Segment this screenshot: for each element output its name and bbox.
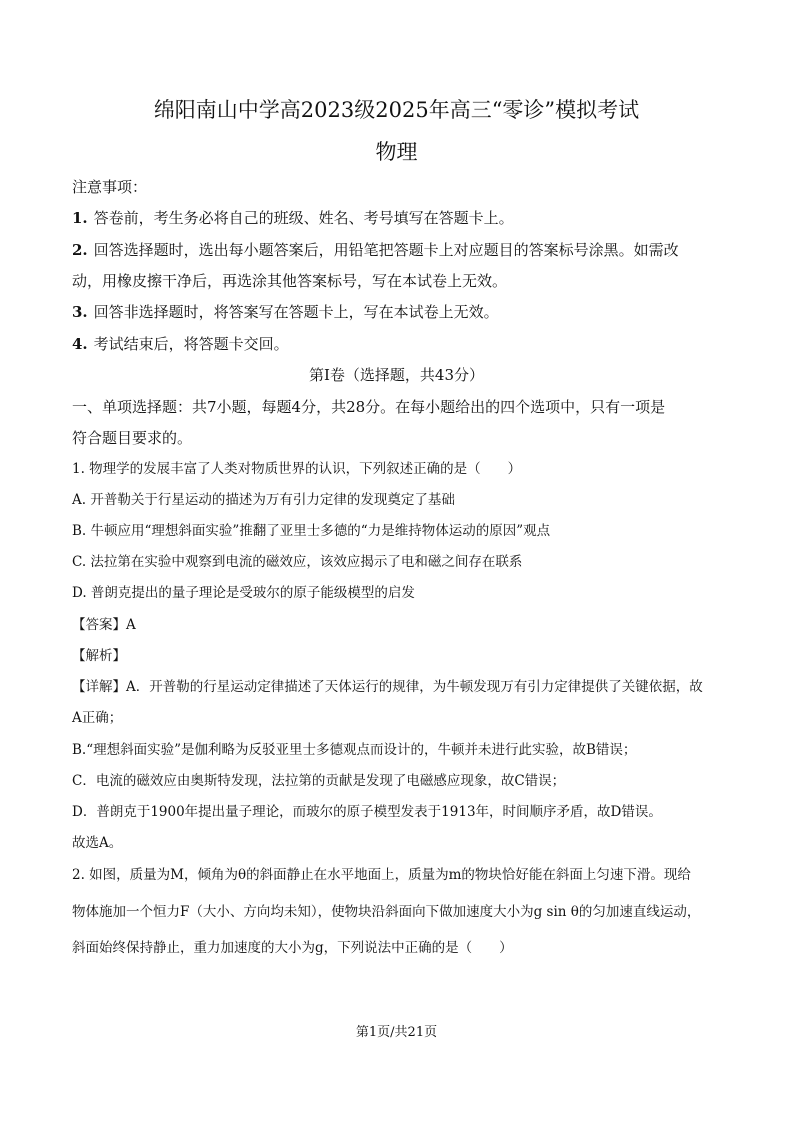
section-title: 第I卷（选择题，共43分） <box>308 366 484 384</box>
q1-option-b: B. 牛顿应用“理想斜面实验”推翻了亚里士多德的“力是维持物体运动的原因”观点 <box>72 523 551 539</box>
notice-item-3 <box>72 301 732 323</box>
q1-conclusion: 故选A。 <box>72 835 123 851</box>
q1-option-d: D. 普朗克提出的量子理论是受玻尔的原子能级模型的启发 <box>72 585 415 601</box>
exam-title: 绵阳南山中学高2023级2025年高三“零诊”模拟考试 <box>153 98 640 122</box>
notice-item-number: 2. <box>72 241 88 259</box>
page-number-footer: 第1页/共21页 <box>355 1025 438 1040</box>
exam-subject: 物理 <box>375 140 418 164</box>
q1-option-c: C. 法拉第在实验中观察到电流的磁效应，该效应揭示了电和磁之间存在联系 <box>72 554 523 570</box>
q1-detail-line: 【详解】A．开普勒的行星运动定律描述了天体运行的规律，为牛顿发现万有引力定律提供了关键依据，故 <box>72 679 703 695</box>
notice-item-number: 3. <box>72 303 88 321</box>
notice-item-4 <box>72 333 732 355</box>
notice-item-text: 回答非选择题时，将答案写在答题卡上，写在本试卷上无效。 <box>93 303 499 321</box>
q1-stem: 1. 物理学的发展丰富了人类对物质世界的认识，下列叙述正确的是（ ） <box>72 461 522 477</box>
notice-item-text: 动，用橡皮擦干净后，再选涂其他答案标号，写在本试卷上无效。 <box>72 272 508 290</box>
notice-item-number: 4. <box>72 335 88 353</box>
section-intro-line-2: 符合题目要求的。 <box>72 429 193 447</box>
notice-item-text: 答卷前，考生务必将自己的班级、姓名、考号填写在答题卡上。 <box>93 209 514 227</box>
q1-detail-line: A正确； <box>72 710 123 726</box>
section-intro-line-1: 一、单项选择题：共7小题，每题4分，共28分。在每小题给出的四个选项中，只有一项是 <box>72 398 666 416</box>
notice-item-text: 回答选择题时，选出每小题答案后，用铅笔把答题卡上对应题目的答案标号涂黑。如需改 <box>93 241 679 259</box>
notice-item-number: 1. <box>72 209 88 227</box>
q1-detail-line: D．普朗克于1900年提出量子理论，而玻尔的原子模型发表于1913年，时间顺序矛盾，故D错误。 <box>72 804 662 820</box>
q1-option-a: A. 开普勒关于行星运动的描述为万有引力定律的发现奠定了基础 <box>72 492 455 508</box>
q1-detail-line: C．电流的磁效应由奥斯特发现，法拉第的贡献是发现了电磁感应现象，故C错误； <box>72 773 566 789</box>
q1-detail-line: B.“理想斜面实验”是伽利略为反驳亚里士多德观点而设计的，牛顿并未进行此实验，故B错误； <box>72 742 637 758</box>
notice-item-1 <box>72 207 732 229</box>
notice-item-2-continued <box>72 270 732 292</box>
q2-stem-line: 斜面始终保持静止，重力加速度的大小为g，下列说法中正确的是（ ） <box>72 940 513 956</box>
notice-item-2 <box>72 239 732 261</box>
q1-answer: 【答案】A <box>72 617 136 633</box>
q1-analysis-label: 【解析】 <box>72 648 126 664</box>
q2-stem-line: 2. 如图，质量为M，倾角为θ的斜面静止在水平地面上，质量为m的物块恰好能在斜面上匀速下滑。现给 <box>72 867 691 883</box>
notice-item-text: 考试结束后，将答题卡交回。 <box>93 335 289 353</box>
q2-stem-line: 物体施加一个恒力F（大小、方向均未知），使物块沿斜面向下做加速度大小为g sin θ的匀加速直线运动， <box>72 904 701 920</box>
notice-heading: 注意事项： <box>72 178 148 196</box>
